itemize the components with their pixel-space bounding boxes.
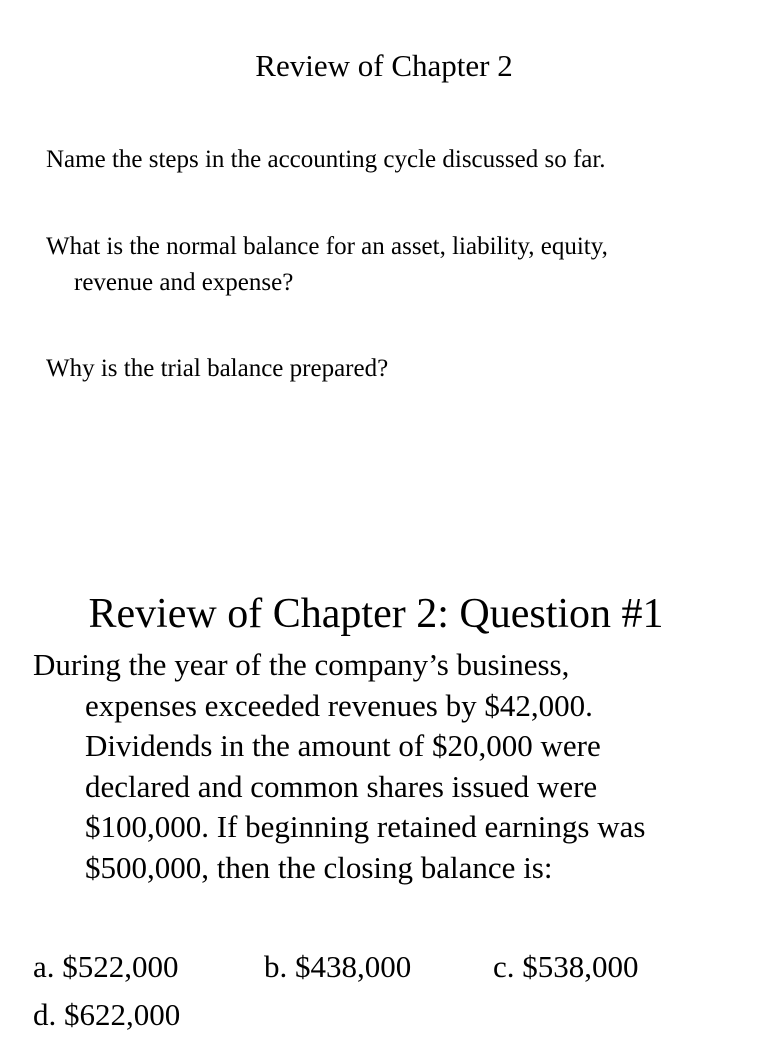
slide-1-title: Review of Chapter 2 bbox=[255, 48, 513, 83]
body-line: During the year of the company’s business, bbox=[33, 647, 570, 682]
question-text: Why is the trial balance prepared? bbox=[46, 355, 389, 382]
answer-row bbox=[33, 991, 753, 1039]
question-text-line-2: revenue and expense? bbox=[74, 269, 294, 296]
answer-option-d: d. $622,000 bbox=[33, 997, 181, 1032]
answer-choices bbox=[33, 943, 753, 1039]
question-text-line-1: What is the normal balance for an asset, liability, equity, bbox=[46, 233, 608, 260]
question-body bbox=[33, 645, 743, 889]
answer-option-c: c. $538,000 bbox=[493, 949, 639, 984]
question-normal-balance bbox=[46, 229, 764, 301]
slide-2-title: Review of Chapter 2: Question #1 bbox=[88, 591, 664, 637]
answer-option-b: b. $438,000 bbox=[264, 949, 412, 984]
body-line: expenses exceeded revenues by $42,000. bbox=[85, 687, 593, 723]
question-accounting-cycle bbox=[46, 142, 764, 178]
body-line: Dividends in the amount of $20,000 were bbox=[85, 728, 601, 764]
answer-row bbox=[33, 943, 753, 991]
body-line: $100,000. If beginning retained earnings was bbox=[85, 809, 646, 845]
question-trial-balance bbox=[46, 351, 764, 387]
body-line: declared and common shares issued were bbox=[85, 768, 598, 804]
body-line: $500,000, then the closing balance is: bbox=[85, 849, 553, 885]
answer-option-a: a. $522,000 bbox=[33, 949, 179, 984]
question-text: Name the steps in the accounting cycle discussed so far. bbox=[46, 146, 606, 173]
